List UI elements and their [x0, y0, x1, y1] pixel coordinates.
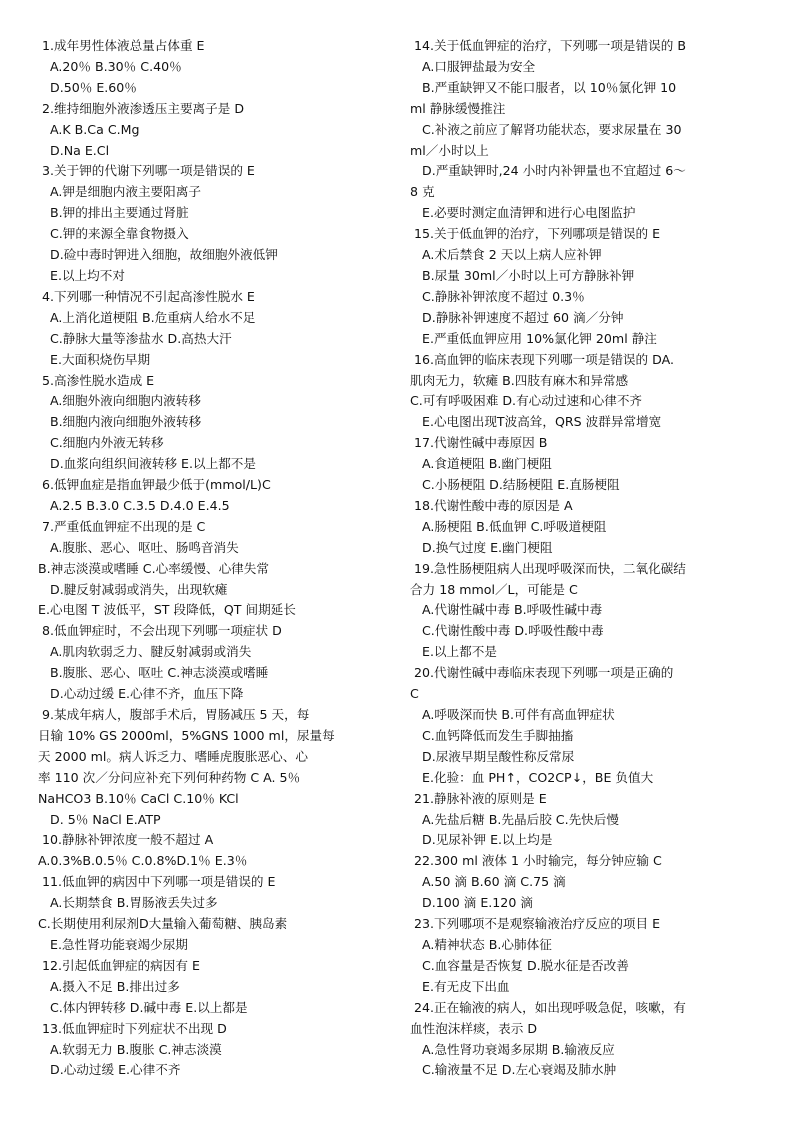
text-line: D.尿液早期呈酸性称反常尿: [422, 748, 575, 764]
text-line: A.口服钾盐最为安全: [422, 58, 536, 74]
text-line: ml／小时以上: [410, 142, 489, 158]
text-line: B.腹胀、恶心、呕吐 C.神志淡漠或嗜睡: [50, 665, 269, 681]
text-line: C: [410, 686, 419, 702]
text-line: A.呼吸深而快 B.可伴有高血钾症状: [422, 707, 615, 722]
text-line: 2.维持细胞外液渗透压主要离子是 D: [42, 100, 245, 116]
text-line: 16.高血钾的临床表现下列哪一项是错误的 DA.: [414, 351, 674, 367]
text-line: 7.严重低血钾症不出现的是 C: [42, 518, 206, 534]
text-line: A.软弱无力 B.腹胀 C.神志淡漠: [50, 1041, 222, 1057]
text-line: E.严重低血钾应用 10%氯化钾 20ml 静注: [422, 330, 657, 346]
text-line: D.静脉补钾速度不超过 60 滴／分钟: [422, 309, 624, 325]
text-line: A.代谢性碱中毒 B.呼吸性碱中毒: [422, 602, 603, 618]
text-line: A.2.5 B.3.0 C.3.5 D.4.0 E.4.5: [50, 497, 230, 513]
text-line: 4.下列哪一种情况不引起高渗性脱水 E: [42, 288, 255, 304]
text-line: A.先盐后糖 B.先晶后胶 C.先快后慢: [422, 811, 619, 827]
text-line: A.0.3%B.0.5％ C.0.8%D.1％ E.3％: [38, 853, 248, 869]
text-line: E.以上都不是: [422, 644, 497, 660]
text-line: 3.关于钾的代谢下列哪一项是错误的 E: [42, 163, 255, 179]
text-line: 20.代谢性碱中毒临床表现下列哪一项是正确的: [414, 665, 674, 681]
text-line: ml 静脉缓慢推注: [410, 100, 506, 116]
text-line: A.K B.Ca C.Mg: [50, 121, 140, 137]
text-line: B.尿量 30ml／小时以上可方静脉补钾: [422, 267, 635, 283]
text-line: A.细胞外液向细胞内液转移: [50, 393, 201, 409]
text-line: C.体内钾转移 D.碱中毒 E.以上都是: [50, 999, 248, 1015]
text-line: A.精神状态 B.心肺体征: [422, 936, 552, 952]
text-line: A.上消化道梗阻 B.危重病人给水不足: [50, 309, 256, 325]
text-line: D.硷中毒时钾进入细胞，故细胞外液低钾: [50, 247, 278, 263]
text-line: E.大面积烧伤早期: [50, 351, 151, 367]
text-line: 5.高渗性脱水造成 E: [42, 372, 155, 388]
text-line: 6.低钾血症是指血钾最少低于(mmol/L)C: [42, 477, 271, 493]
text-line: C.血容量是否恢复 D.脱水征是否改善: [422, 957, 629, 973]
text-line: D.心动过缓 E.心律不齐，血压下降: [50, 686, 244, 702]
text-line: 率 110 次／分问应补充下列何种药物 C A. 5％: [38, 769, 301, 785]
text-line: C.细胞内外液无转移: [50, 435, 164, 451]
text-line: A.摄入不足 B.排出过多: [50, 978, 180, 994]
text-line: 18.代谢性酸中毒的原因是 A: [414, 497, 573, 513]
text-line: 9.某成年病人，腹部手术后，胃肠减压 5 天，每: [42, 707, 310, 722]
text-line: E.有无皮下出血: [422, 978, 510, 994]
text-line: D.换气过度 E.幽门梗阻: [422, 539, 553, 555]
text-line: E.化验：血 PH↑，CO2CP↓，BE 负值大: [422, 769, 654, 785]
text-line: 血性泡沫样痰，表示 D: [410, 1020, 538, 1036]
text-line: E.急性肾功能衰竭少尿期: [50, 936, 188, 952]
text-line: 22.300 ml 液体 1 小时输完，每分钟应输 C: [414, 853, 662, 869]
text-line: A.食道梗阻 B.幽门梗阻: [422, 456, 552, 472]
text-line: A.腹胀、恶心、呕吐、肠鸣音消失: [50, 539, 239, 555]
text-line: 17.代谢性碱中毒原因 B: [414, 435, 548, 451]
text-line: C.可有呼吸困难 D.有心动过速和心律不齐: [410, 393, 643, 409]
text-line: A.肌肉软弱乏力、腱反射减弱或消失: [50, 644, 252, 660]
text-line: C.静脉补钾浓度不超过 0.3％: [422, 288, 585, 304]
text-line: E.必要时测定血清钾和进行心电图监护: [422, 205, 636, 221]
text-line: D.见尿补钾 E.以上均是: [422, 832, 553, 848]
text-line: NaHCO3 B.10％ CaCl C.10％ KCl: [38, 790, 239, 806]
text-line: C.血钙降低而发生手脚抽搐: [422, 727, 574, 743]
text-line: D.100 滴 E.120 滴: [422, 895, 533, 911]
text-line: 合力 18 mmol／L，可能是 C: [410, 581, 578, 597]
text-line: A.长期禁食 B.胃肠液丢失过多: [50, 895, 218, 911]
text-line: A.20％ B.30％ C.40％: [50, 58, 182, 74]
text-line: D.心动过缓 E.心律不齐: [50, 1062, 181, 1078]
text-line: A.术后禁食 2 天以上病人应补钾: [422, 247, 602, 263]
text-line: 天 2000 ml。病人诉乏力、嗜睡虎腹胀恶心、心: [38, 748, 308, 764]
text-line: C.静脉大量等渗盐水 D.高热大汗: [50, 330, 232, 346]
text-line: D.严重缺钾时,24 小时内补钾量也不宜超过 6～: [422, 163, 686, 179]
text-line: 肌肉无力，软瘫 B.四肢有麻木和异常感: [410, 372, 629, 388]
text-line: B.严重缺钾又不能口服者，以 10％氯化钾 10: [422, 79, 677, 95]
text-line: 23.下列哪项不是观察输液治疗反应的项目 E: [414, 916, 661, 932]
text-line: C.小肠梗阻 D.结肠梗阻 E.直肠梗阻: [422, 477, 620, 493]
text-line: D.腱反射减弱或消失，出现软瘫: [50, 581, 228, 597]
text-line: B.钾的排出主要通过肾脏: [50, 205, 189, 221]
text-line: 8 克: [410, 184, 435, 200]
text-line: 1.成年男性体液总量占体重 E: [42, 38, 205, 53]
text-line: A.50 滴 B.60 滴 C.75 滴: [422, 874, 566, 890]
text-line: A.肠梗阻 B.低血钾 C.呼吸道梗阻: [422, 518, 607, 534]
left-column: [38, 36, 390, 1081]
text-line: D. 5％ NaCl E.ATP: [50, 811, 161, 827]
right-column: [410, 36, 760, 1081]
text-line: 19.急性肠梗阻病人出现呼吸深而快，二氧化碳结: [414, 560, 686, 576]
text-line: E.以上均不对: [50, 267, 125, 283]
text-line: 13.低血钾症时下列症状不出现 D: [42, 1020, 227, 1036]
text-line: D.Na E.Cl: [50, 142, 110, 158]
text-line: 14.关于低血钾症的治疗，下列哪一项是错误的 B: [414, 38, 686, 53]
text-line: E.心电图 T 波低平，ST 段降低，QT 间期延长: [38, 602, 296, 618]
text-line: D.50％ E.60％: [50, 79, 137, 95]
text-line: C.补液之前应了解肾功能状态，要求尿量在 30: [422, 121, 682, 137]
text-line: 11.低血钾的病因中下列哪一项是错误的 E: [42, 874, 276, 890]
text-line: 12.引起低血钾症的病因有 E: [42, 957, 200, 973]
text-line: E.心电图出现T波高耸，QRS 波群异常增宽: [422, 414, 662, 430]
text-line: B.神志淡漠或嗜睡 C.心率缓慢、心律失常: [38, 560, 269, 576]
text-line: B.细胞内液向细胞外液转移: [50, 414, 202, 430]
text-line: D.血浆向组织间液转移 E.以上都不是: [50, 456, 256, 472]
text-line: 15.关于低血钾的治疗，下列哪项是错误的 E: [414, 226, 661, 242]
text-line: 24.正在输液的病人，如出现呼吸急促，咳嗽，有: [414, 999, 686, 1015]
text-line: 8.低血钾症时，不会出现下列哪一项症状 D: [42, 623, 282, 639]
text-line: C.长期使用利尿剂D大量输入葡萄糖、胰岛素: [38, 916, 288, 932]
text-line: 日输 10% GS 2000ml，5%GNS 1000 ml，尿量每: [38, 727, 335, 743]
text-line: A.钾是细胞内液主要阳离子: [50, 184, 201, 200]
text-line: 21.静脉补液的原则是 E: [414, 790, 547, 806]
text-line: C.钾的来源全靠食物摄入: [50, 226, 189, 242]
text-line: C.输液量不足 D.左心衰竭及肺水肿: [422, 1062, 617, 1078]
text-line: 10.静脉补钾浓度一般不超过 A: [42, 832, 214, 848]
text-line: C.代谢性酸中毒 D.呼吸性酸中毒: [422, 623, 604, 639]
text-line: A.急性肾功衰竭多尿期 B.输液反应: [422, 1041, 615, 1057]
